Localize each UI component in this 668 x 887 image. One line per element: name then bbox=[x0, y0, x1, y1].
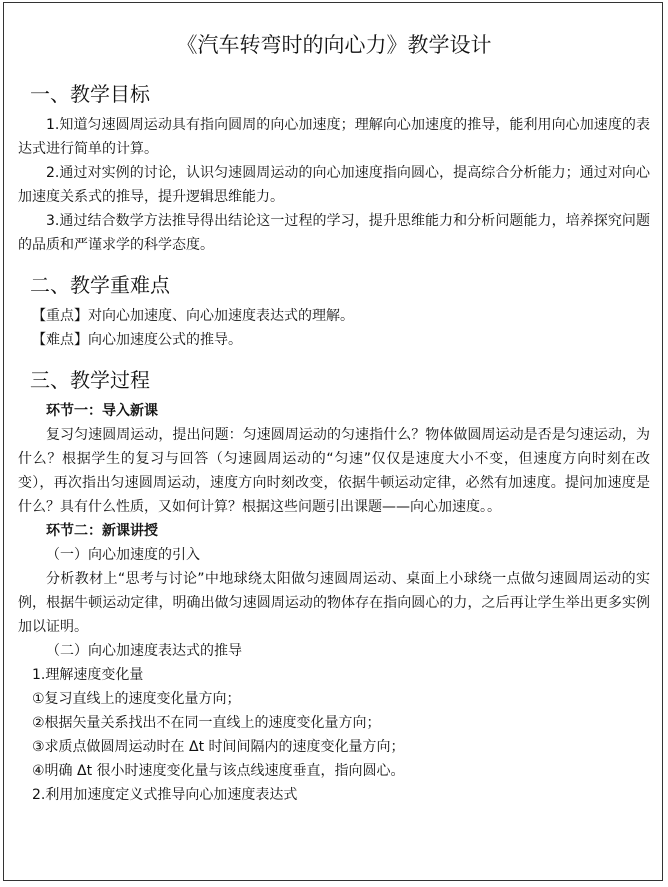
circled-list-item: ②根据矢量关系找出不在同一直线上的速度变化量方向； bbox=[32, 715, 381, 731]
section-heading: 三、教学过程 bbox=[30, 368, 150, 392]
subsection-text: 分析教材上“思考与讨论”中地球绕太阳做匀速圆周运动、桌面上小球绕一点做匀速圆周运动的实例，根据牛顿运动定律，明确出做匀速圆周运动的物体存在指向圆心的力，之后再让学生举出更多实例加以证明。 bbox=[18, 571, 650, 635]
section-teaching-process bbox=[18, 366, 650, 807]
subsection-title: （一）向心加速度的引入 bbox=[46, 547, 200, 563]
step2-label: 环节二：新课讲授 bbox=[46, 523, 158, 539]
section-teaching-goals bbox=[18, 80, 650, 257]
document-page bbox=[3, 2, 663, 881]
step1-label: 环节一：导入新课 bbox=[46, 403, 158, 419]
list-item: 2.利用加速度定义式推导向心加速度表达式 bbox=[32, 787, 298, 803]
circled-list-item: ①复习直线上的速度变化量方向； bbox=[32, 691, 241, 707]
circled-list-item: ③求质点做圆周运动时在 Δt 时间间隔内的速度变化量方向； bbox=[32, 739, 405, 755]
circled-list-item: ④明确 Δt 很小时速度变化量与该点线速度垂直，指向圆心。 bbox=[32, 763, 405, 779]
section-heading: 一、教学目标 bbox=[30, 82, 150, 106]
difficult-point: 【难点】向心加速度公式的推导。 bbox=[32, 332, 242, 348]
goal-paragraph-3: 3.通过结合数学方法推导得出结论这一过程的学习，提升思维能力和分析问题能力，培养探究问题的品质和严谨求学的科学态度。 bbox=[18, 213, 650, 253]
section-heading: 二、教学重难点 bbox=[30, 273, 170, 297]
goal-paragraph-1: 1.知道匀速圆周运动具有指向圆周的向心加速度；理解向心加速度的推导，能利用向心加速度的表达式进行简单的计算。 bbox=[18, 117, 650, 157]
goal-paragraph-2: 2.通过对实例的讨论，认识匀速圆周运动的向心加速度指向圆心，提高综合分析能力；通过对向心加速度关系式的推导，提升逻辑思维能力。 bbox=[18, 165, 650, 205]
section-key-difficulties bbox=[18, 271, 650, 352]
subsection-title: （二）向心加速度表达式的推导 bbox=[46, 643, 242, 659]
document-title: 《汽车转弯时的向心力》教学设计 bbox=[176, 33, 492, 57]
list-item: 1.理解速度变化量 bbox=[32, 667, 144, 683]
key-point: 【重点】对向心加速度、向心加速度表达式的理解。 bbox=[32, 308, 354, 324]
step1-text: 复习匀速圆周运动，提出问题：匀速圆周运动的匀速指什么？物体做圆周运动是否是匀速运动，为什么？根据学生的复习与回答（匀速圆周运动的“匀速”仅仅是速度大小不变，但速度方向时刻在改变），再次指出匀速圆周运动，速度方向时刻改变，依据牛顿运动定律，必然有加速度。提问加速度是什么？具有什么性质，又如何计算？根据这些问题引出课题——向心加速度。。 bbox=[18, 427, 650, 515]
